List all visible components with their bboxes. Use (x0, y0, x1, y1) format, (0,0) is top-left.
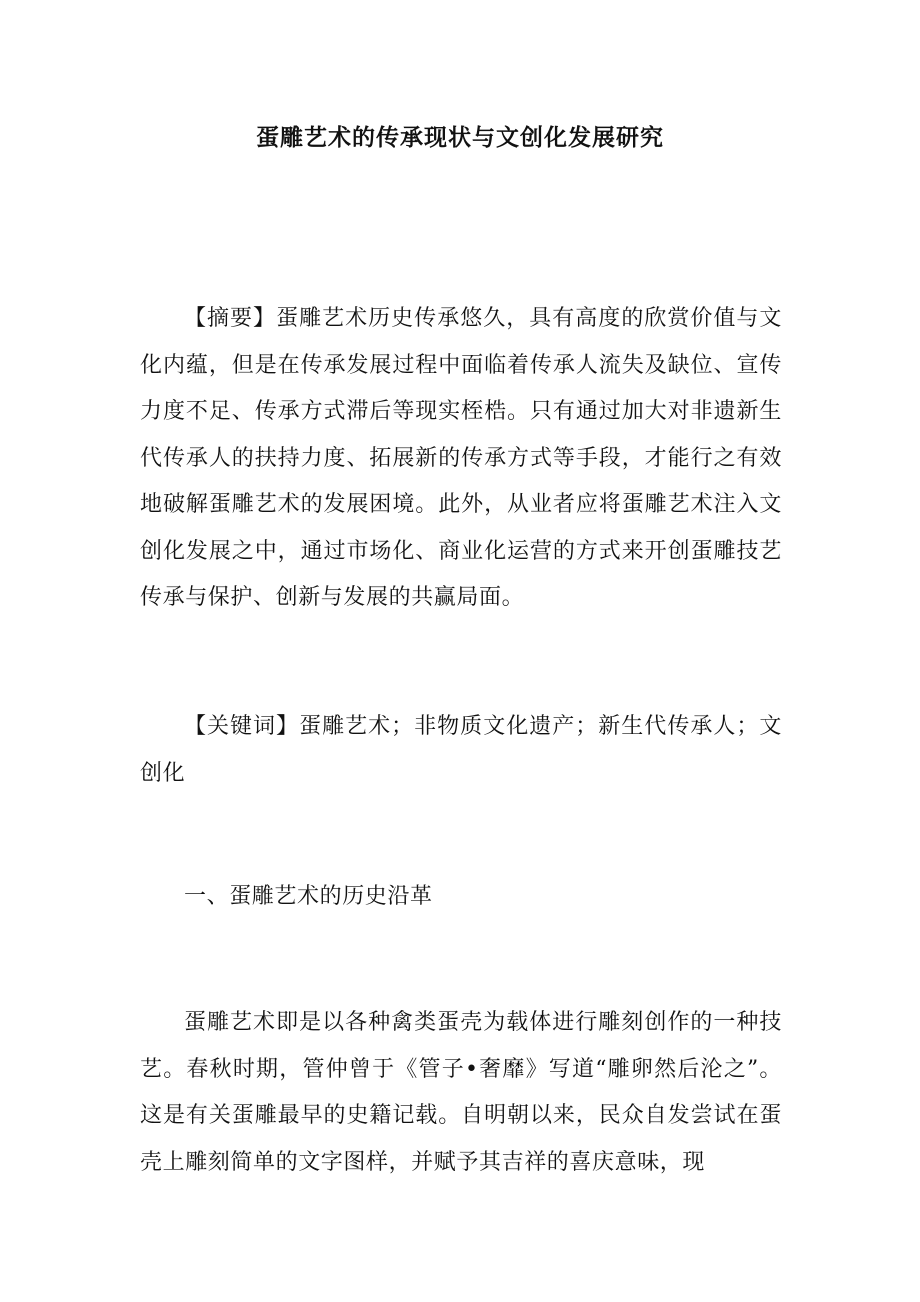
section-heading: 一、蛋雕艺术的历史沿革 (184, 884, 433, 909)
abstract-label: 【摘要】 (184, 306, 277, 331)
abstract-text: 蛋雕艺术历史传承悠久，具有高度的欣赏价值与文化内蕴，但是在传承发展过程中面临着传承人流失及缺位、宣传力度不足、传承方式滞后等现实桎梏。只有通过加大对非遗新生代传承人的扶持力度、拓展新的传承方式等手段，才能行之有效地破解蛋雕艺术的发展困境。此外，从业者应将蛋雕艺术注入文创化发展之中，通过市场化、商业化运营的方式来开创蛋雕技艺传承与保护、创新与发展的共赢局面。 (140, 306, 783, 610)
document-title: 蛋雕艺术的传承现状与文创化发展研究 (256, 124, 664, 151)
abstract-paragraph (140, 296, 782, 622)
keywords-text: 蛋雕艺术；非物质文化遗产；新生代传承人；文创化 (140, 714, 782, 786)
keywords-label: 【关键词】 (184, 714, 300, 739)
keywords-paragraph (140, 704, 782, 797)
body-paragraph: 蛋雕艺术即是以各种禽类蛋壳为载体进行雕刻创作的一种技艺。春秋时期，管仲曾于《管子•奢靡》写道“雕卵然后沦之”。这是有关蛋雕最早的史籍记载。自明朝以来，民众自发尝试在蛋壳上雕刻简单的文字图样，并赋予其吉祥的喜庆意味，现 (140, 1010, 782, 1175)
